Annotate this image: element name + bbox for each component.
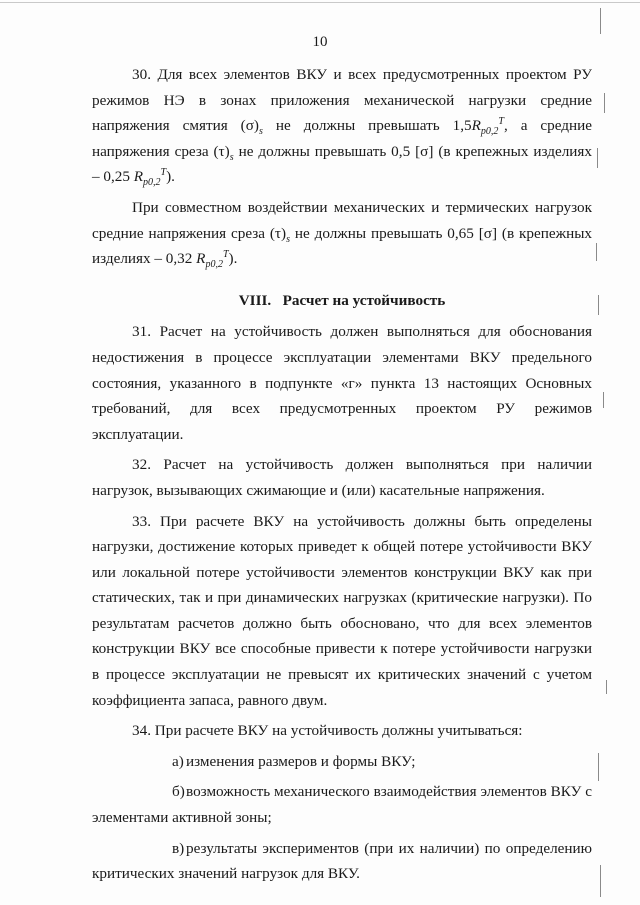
paragraph-33: 33. При расчете ВКУ на устойчивость должны быть определены нагрузки, достижение которых приведет к общей потере устойчивости ВКУ или локальной потере устойчивости элементов конструкции ВКУ как при статических, так и при динамических нагрузках (критические нагрузки). По результатам расчетов должно быть обосновано, что для всех элементов конструкции ВКУ все способные привести к потере устойчивости нагрузки в процессе эксплуатации не превысят их критических значений с учетом коэффициента запаса, равного двум. bbox=[92, 512, 592, 709]
paragraph-joint-loads: При совместном воздействии механических и термических нагрузок средние напряжения среза $(\tau)_s$ не должны превышать 0,65 [σ] (в крепежных изделиях – 0,32 $R_{p0,2}^T$). bbox=[92, 198, 593, 271]
section-heading: VIII. Расчет на устойчивость bbox=[238, 291, 446, 309]
paragraph-30: 30. Для всех элементов ВКУ и всех предусмотренных проектом РУ режимов НЭ в зонах приложения механической нагрузки средние напряжения смятия $(\sigma)_s$ не должны превышать $1,5R_{p0,2}^T$, а средние напряжения среза $(\tau)_s$ не должны превышать 0,5 [σ] (в крепежных изделиях – 0,25 $R_{p0,2}^T$). bbox=[92, 66, 593, 189]
margin-mark bbox=[606, 680, 607, 694]
document-body bbox=[92, 62, 592, 887]
margin-mark bbox=[598, 295, 599, 315]
paragraph-32: 32. Расчет на устойчивость должен выполняться при наличии нагрузок, вызывающих сжимающие и (или) касательные напряжения. bbox=[92, 456, 592, 499]
list-item-a: а) изменения размеров и формы ВКУ; bbox=[92, 749, 592, 775]
margin-mark bbox=[596, 243, 597, 261]
paragraph-31: 31. Расчет на устойчивость должен выполняться для обоснования недостижения в процессе эксплуатации элементами ВКУ предельного состояния, указанного в подпункте «г» пункта 13 настоящих Основных требований, для всех предусмотренных проектом РУ режимов эксплуатации. bbox=[92, 323, 592, 443]
list-item-b: б)возможность механического взаимодействия элементов ВКУ с элементами активной зоны; bbox=[92, 779, 592, 830]
margin-mark bbox=[597, 148, 598, 168]
top-border-line bbox=[0, 2, 640, 3]
margin-mark bbox=[604, 93, 605, 113]
list-marker: а) bbox=[172, 752, 184, 770]
list-item-v: в) результаты экспериментов (при их наличии) по определению критических значений нагрузок для ВКУ. bbox=[92, 836, 592, 887]
list-marker: в) bbox=[172, 839, 185, 857]
margin-mark bbox=[603, 392, 604, 408]
list-marker: б) bbox=[172, 783, 185, 801]
margin-mark bbox=[600, 8, 601, 34]
paragraph-34: 34. При расчете ВКУ на устойчивость должны учитываться: bbox=[132, 722, 523, 740]
margin-mark bbox=[598, 753, 599, 781]
margin-mark bbox=[600, 865, 601, 897]
page-number: 10 bbox=[312, 34, 328, 50]
